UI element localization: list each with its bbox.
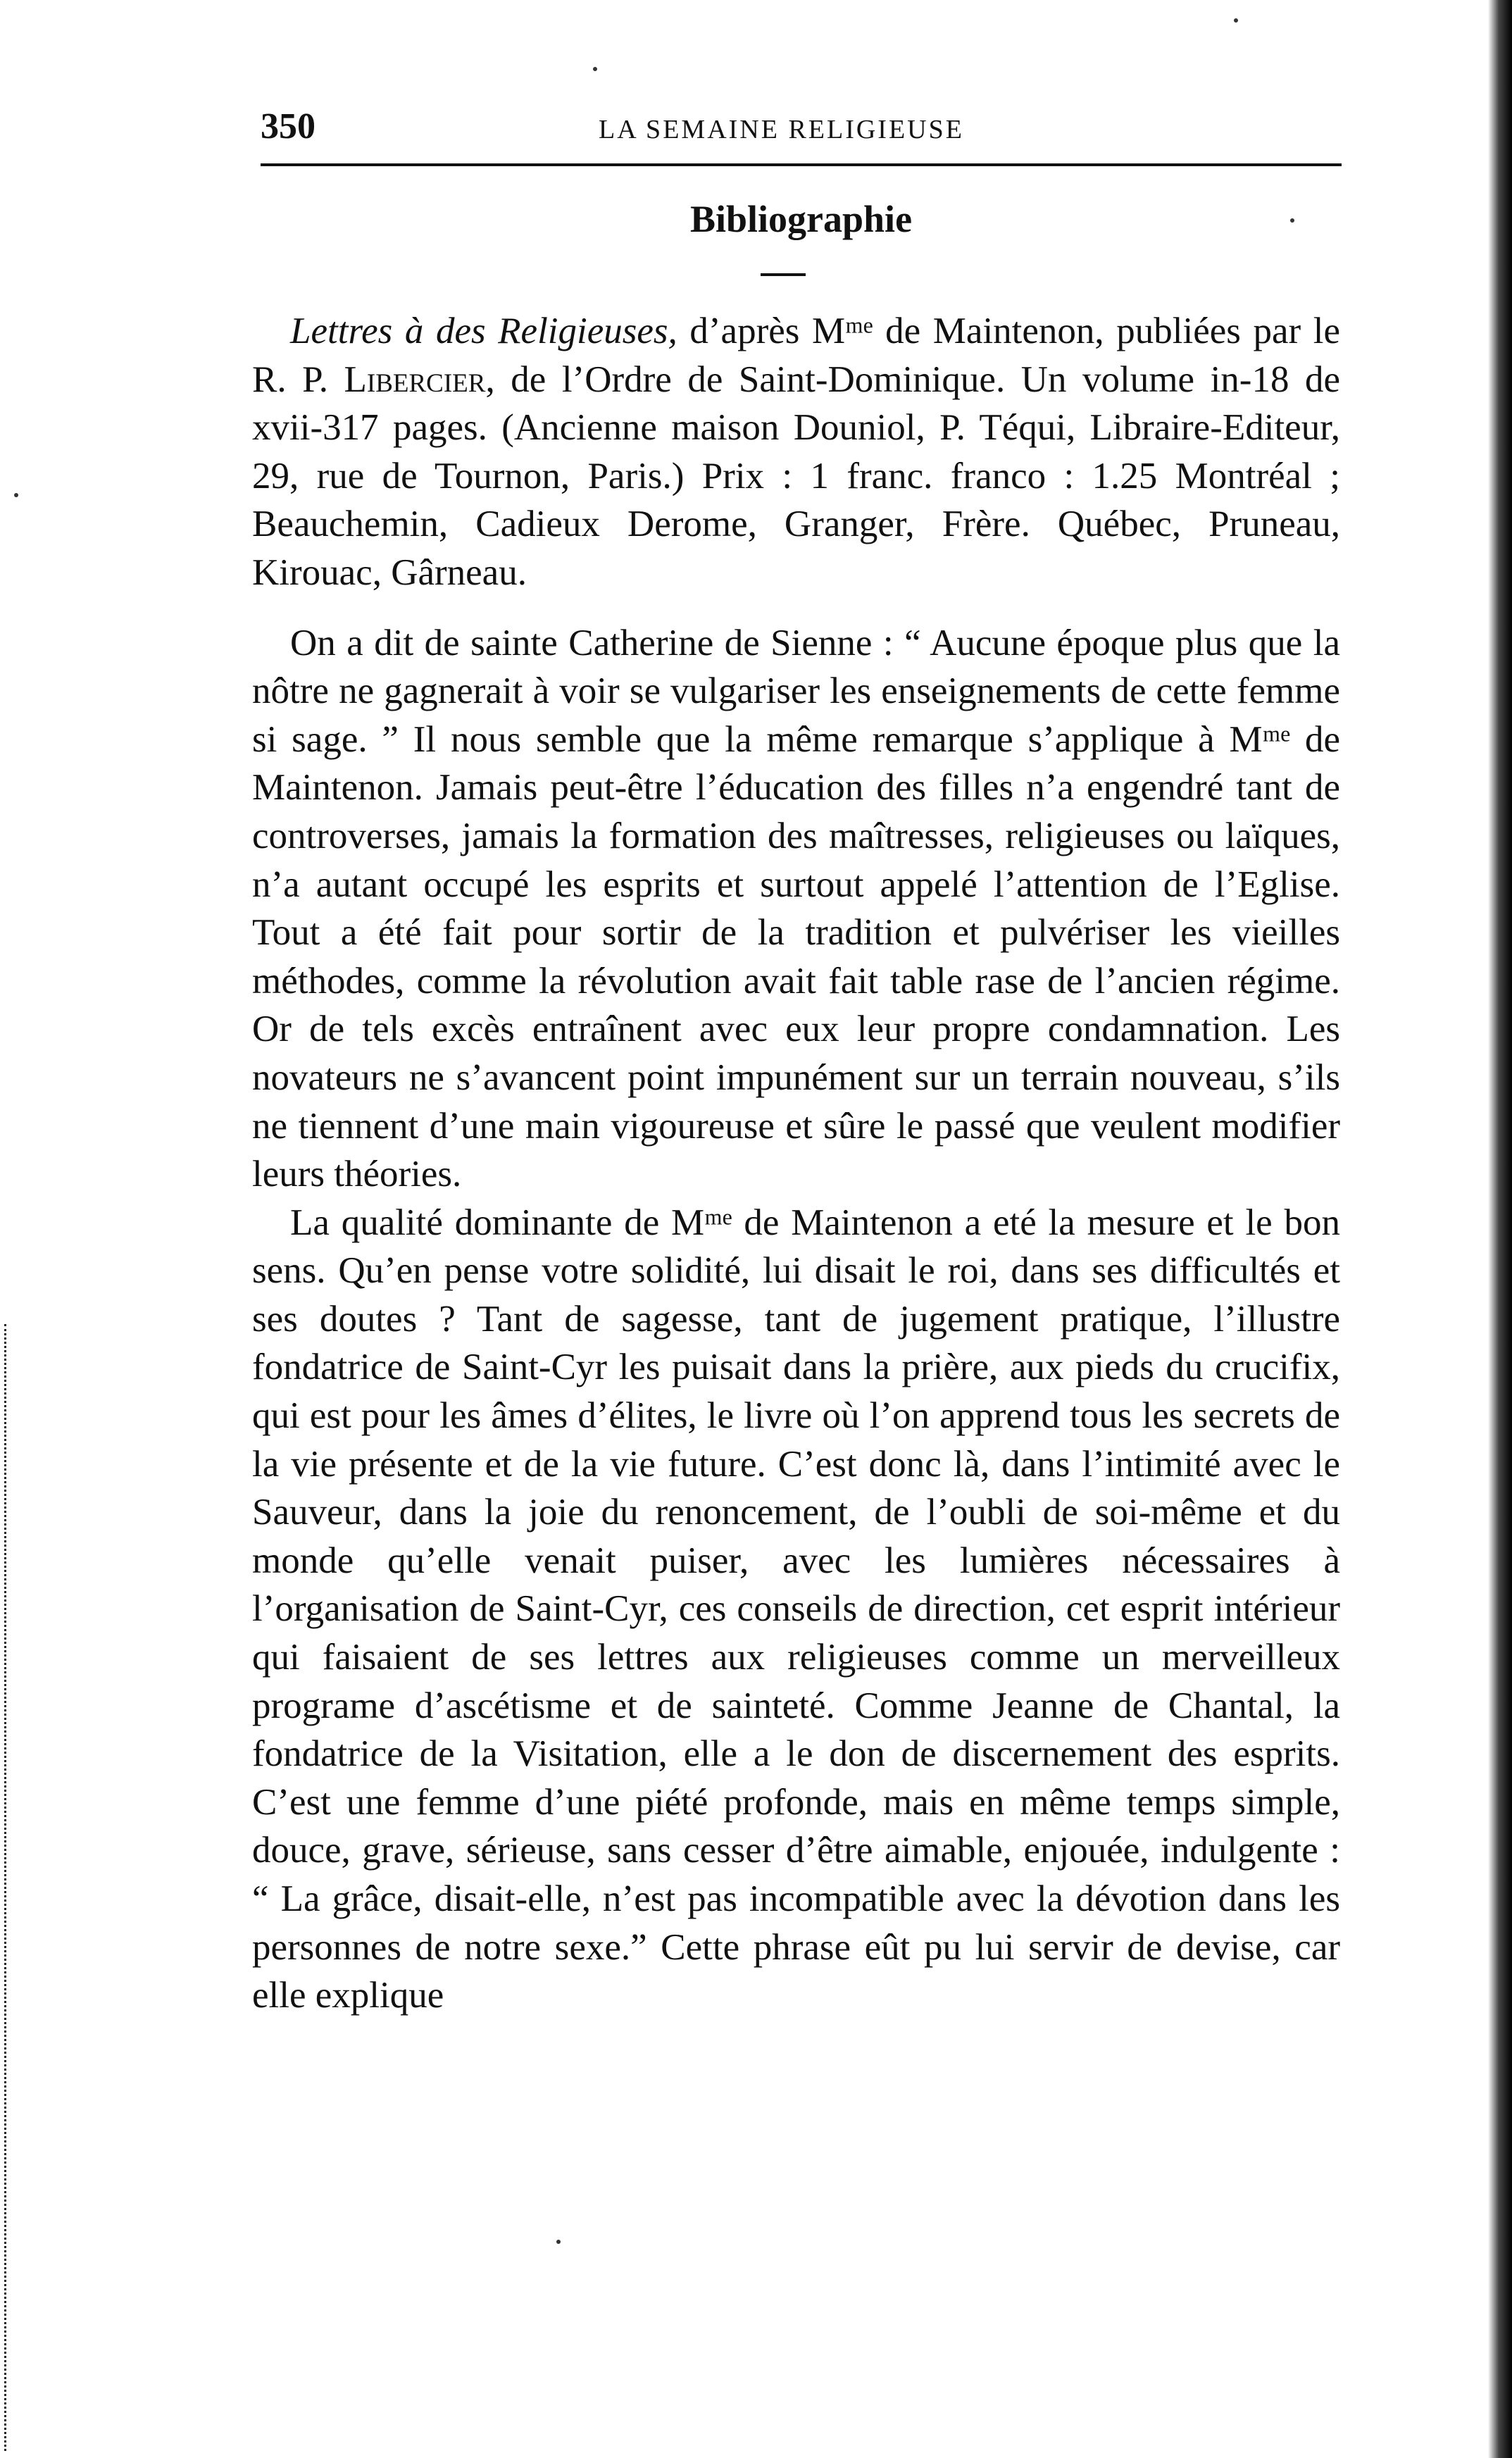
- book-title: Lettres à des Religieuses,: [290, 311, 677, 351]
- scan-speck: [14, 493, 18, 497]
- page-header: [261, 106, 1338, 155]
- header-rule: [261, 163, 1342, 166]
- author-name: Libercier,: [344, 358, 495, 400]
- body-text: [252, 285, 1340, 2020]
- title-dash: [761, 273, 806, 276]
- scan-speck: [1234, 18, 1238, 23]
- entry-details: de l’Ordre de Saint-Dominique. Un volume in-18 de xvii-317 pages. (Ancienne maison Douniol, P. Téqui, Libraire-Editeur, 29, rue de Tournon, Paris.) Prix : 1 franc. franco : 1.25 Montréal ; Beauchemin, Cadieux Derome, Granger, Frère. Québec, Pruneau, Kirouac, Gârneau.: [252, 358, 1340, 593]
- binding-edge-shadow: [1488, 0, 1512, 2458]
- section-title: Bibliographie: [689, 198, 913, 240]
- entry-text: d’après Mᵐᵉ de Maintenon, publiées par le R. P.: [252, 311, 1340, 400]
- scan-speck: [593, 67, 597, 71]
- page-number: 350: [261, 106, 315, 146]
- running-head: LA SEMAINE RELIGIEUSE: [599, 115, 964, 144]
- paragraph: On a dit de sainte Catherine de Sienne : “ Aucune époque plus que la nôtre ne gagnerait à voir se vulgariser les enseignements de cette femme si sage. ” Il nous semble que la même remarque s’applique à Mᵐᵉ de Maintenon. Jamais peut-être l’éducation des filles n’a engendré tant de controverses, jamais la formation des maîtresses, religieuses ou laïques, n’a autant occupé les esprits et surtout appelé l’attention de l’Eglise. Tout a été fait pour sortir de la tradition et pulvériser les vieilles méthodes, comme la révolution avait fait table rase de l’ancien régime. Or de tels excès entraînent avec eux leur propre condamnation. Les novateurs ne s’avancent point impunément sur un terrain nouveau, s’ils ne tiennent d’une main vigoureuse et sûre le passé que veulent modifier leurs théories.: [252, 622, 1340, 1195]
- paragraph: La qualité dominante de Mᵐᵉ de Maintenon a eté la mesure et le bon sens. Qu’en pense votre solidité, lui disait le roi, dans ses difficultés et ses doutes ? Tant de sagesse, tant de jugement pratique, l’illustre fondatrice de Saint-Cyr les puisait dans la prière, aux pieds du crucifix, qui est pour les âmes d’élites, le livre où l’on apprend tous les secrets de la vie présente et de la vie future. C’est donc là, dans l’intimité avec le Sauveur, dans la joie du renoncement, de l’oubli de soi-même et du monde qu’elle venait puiser, avec les lumières nécessaires à l’organisation de Saint-Cyr, ces conseils de direction, cet esprit intérieur qui faisaient de ses lettres aux religieuses comme un merveilleux programe d’ascétisme et de sainteté. Comme Jeanne de Chantal, la fondatrice de la Visitation, elle a le don de discernement des esprits. C’est une femme d’une piété profonde, mais en même temps simple, douce, grave, sérieuse, sans cesser d’être aimable, enjouée, indulgente : “ La grâce, disait-elle, n’est pas incompatible avec la dévotion dans les personnes de notre sexe.” Cette phrase eût pu lui servir de devise, car elle explique: [252, 1202, 1340, 2016]
- left-edge-marks: [4, 1324, 11, 2451]
- bibliographic-entry: [252, 307, 1340, 597]
- scan-speck: [556, 2240, 561, 2244]
